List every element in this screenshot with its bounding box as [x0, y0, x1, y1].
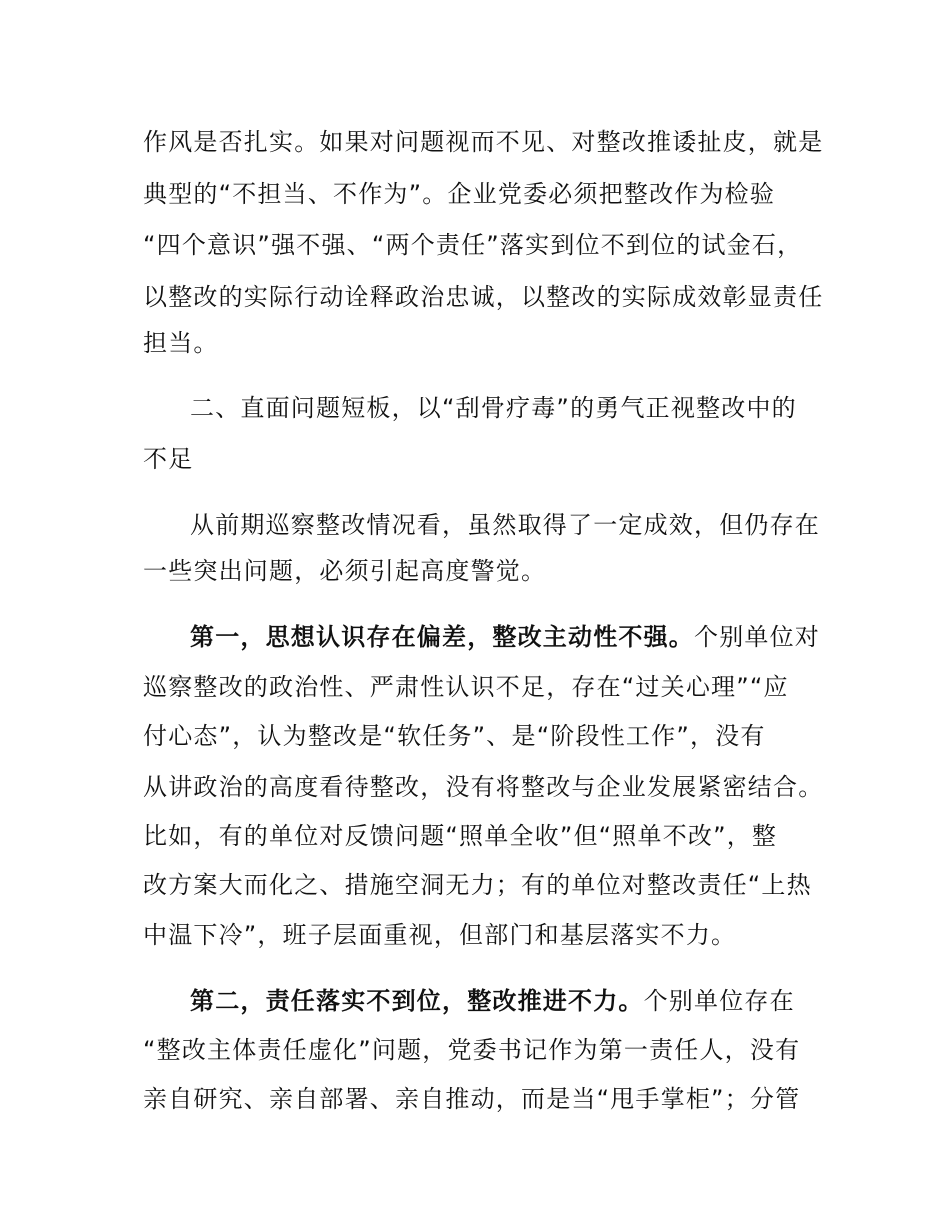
bold-lead-sentence: 第二，责任落实不到位，整改推进不力。: [190, 987, 644, 1015]
paragraph-line: 中温下冷”，班子层面重视，但部门和基层落实不力。: [143, 921, 737, 949]
paragraph-line: 一些突出问题，必须引起高度警觉。: [143, 557, 547, 585]
paragraph-line-with-bold-lead: [190, 985, 795, 1017]
paragraph-line-with-bold-lead: [190, 621, 820, 653]
section-heading-line: 二、直面问题短板，以“刮骨疗毒”的勇气正视整改中的: [190, 394, 797, 422]
paragraph-line: 亲自研究、亲自部署、亲自推动，而是当“甩手掌柜”；分管: [143, 1085, 801, 1113]
paragraph-line: 担当。: [143, 329, 219, 357]
paragraph-line: 以整改的实际行动诠释政治忠诚，以整改的实际成效彰显责任: [143, 283, 824, 311]
paragraph-line: “四个意识”强不强、“两个责任”落实到位不到位的试金石，: [143, 231, 803, 259]
paragraph-line: 从讲政治的高度看待整改，没有将整改与企业发展紧密结合。: [143, 773, 824, 801]
paragraph-line: 付心态”，认为整改是“软任务”、是“阶段性工作”，没有: [143, 722, 766, 750]
paragraph-text: 个别单位存在: [643, 987, 795, 1015]
paragraph-line: 从前期巡察整改情况看，虽然取得了一定成效，但仍存在: [190, 511, 820, 539]
paragraph-line: 巡察整改的政治性、严肃性认识不足，存在“过关心理”“应: [143, 673, 789, 701]
paragraph-line: 比如，有的单位对反馈问题“照单全收”但“照单不改”，整: [143, 822, 778, 850]
paragraph-line: 改方案大而化之、措施空洞无力；有的单位对整改责任“上热: [143, 871, 812, 899]
bold-lead-sentence: 第一，思想认识存在偏差，整改主动性不强。: [190, 623, 694, 651]
section-heading-line: 不足: [143, 445, 194, 473]
paragraph-text: 个别单位对: [694, 623, 820, 651]
paragraph-line: 典型的“不担当、不作为”。企业党委必须把整改作为检验: [143, 180, 776, 208]
paragraph-line: “整改主体责任虚化”问题，党委书记作为第一责任人，没有: [143, 1036, 801, 1064]
paragraph-line: 作风是否扎实。如果对问题视而不见、对整改推诿扯皮，就是: [143, 128, 824, 156]
